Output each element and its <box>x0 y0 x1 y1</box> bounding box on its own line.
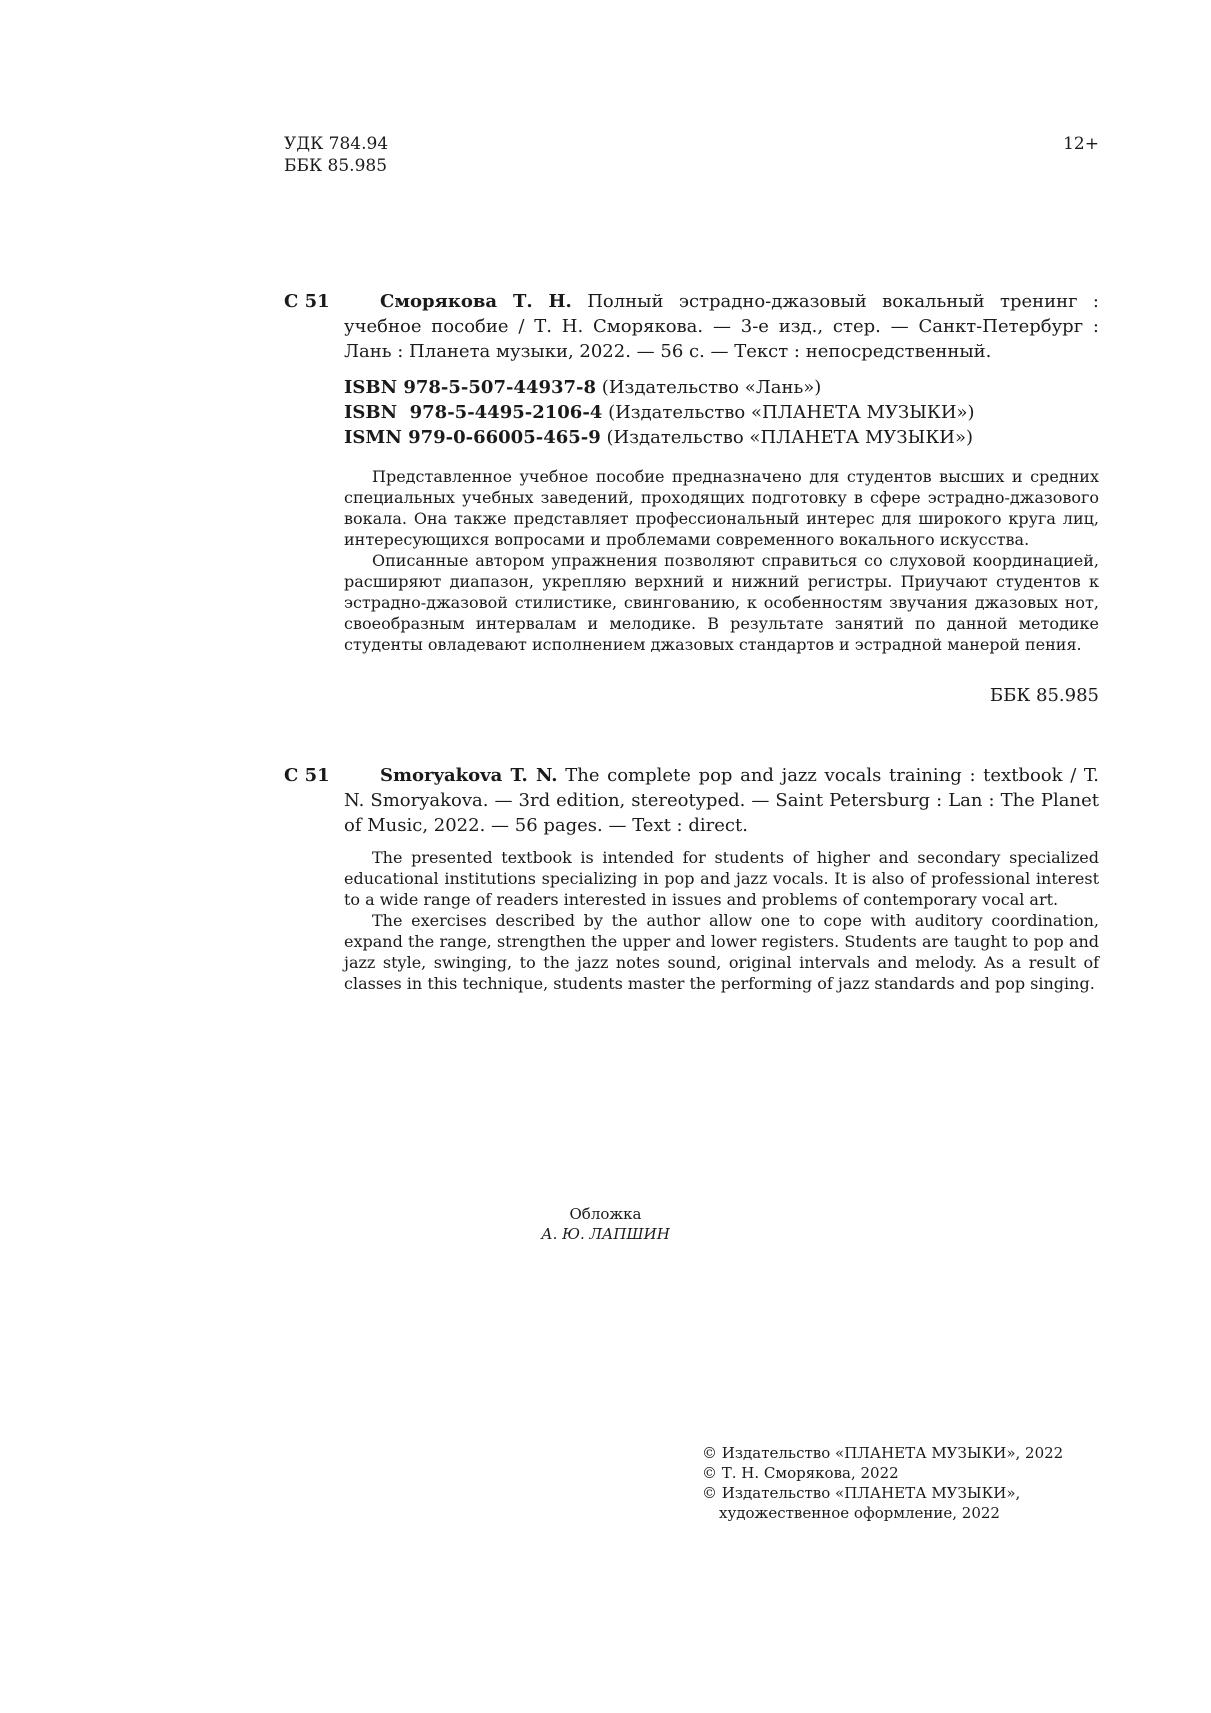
bbk-code: ББК 85.985 <box>284 156 388 176</box>
udk-code: УДК 784.94 <box>284 134 389 154</box>
description-en: The complete pop and jazz vocals training : textbook / T. N. Smoryakova. — 3rd edition, stereotyped. — Saint Petersburg : Lan : The Planet of Music, 2022. — 56 pages. — Text : direct. <box>344 765 1099 836</box>
ismn-number: ISMN 979-0-66005-465-9 <box>344 427 601 448</box>
identifier-row <box>344 375 975 400</box>
isbn-publisher: (Издательство «Лань») <box>601 377 822 398</box>
isbn-number: ISBN 978-5-507-44937-8 <box>344 377 597 398</box>
bibliographic-description-en <box>344 763 1099 838</box>
identifiers <box>344 375 975 450</box>
annotation-ru <box>344 466 1099 655</box>
annotation-paragraph: Представленное учебное пособие предназначено для студентов высших и средних специальных учебных заведений, проходящих подготовку в сфере эстрадно-джазового вокала. Она также представляет профессиональный интерес для широкого круга лиц, интересующихся вопросами и проблемами современного вокального искусства. <box>344 467 1099 549</box>
identifier-row <box>344 400 975 425</box>
identifier-row <box>344 425 975 450</box>
copyright-line: © Издательство «ПЛАНЕТА МУЗЫКИ», художественное оформление, 2022 <box>702 1484 1021 1522</box>
isbn-publisher: (Издательство «ПЛАНЕТА МУЗЫКИ») <box>608 402 975 423</box>
annotation-paragraph: The presented textbook is intended for students of higher and secondary specialized educational institutions specializing in pop and jazz vocals. It is also of professional interest to a wide range of readers interested in issues and problems of contemporary vocal art. <box>344 848 1099 909</box>
bbk-index: ББК 85.985 <box>989 685 1099 706</box>
annotation-en <box>344 847 1099 994</box>
ismn-publisher: (Издательство «ПЛАНЕТА МУЗЫКИ») <box>606 427 974 448</box>
bibliographic-description-ru <box>344 289 1099 364</box>
cover-credit <box>0 1204 1211 1244</box>
annotation-paragraph: Описанные автором упражнения позволяют справиться со слуховой координацией, расширяют диапазон, укрепляю верхний и нижний регистры. Приучают студентов к эстрадно-джазовой стилистике, свингованию, к особенностям звучания джазовых нот, своеобразным интервалам и мелодике. В результате занятий по данной методике студенты овладевают исполнением джазовых стандартов и эстрадной манерой пения. <box>344 551 1099 654</box>
author-name-en: Smoryakova T. N. <box>380 765 558 786</box>
isbn-number: ISBN 978-5-4495-2106-4 <box>344 402 603 423</box>
copyright-line: © Т. Н. Сморякова, 2022 <box>702 1464 899 1482</box>
copyright-line: © Издательство «ПЛАНЕТА МУЗЫКИ», 2022 <box>702 1444 1064 1462</box>
annotation-paragraph: The exercises described by the author allow one to cope with auditory coordination, expand the range, strengthen the upper and lower registers. Students are taught to pop and jazz style, swinging, to the jazz notes sound, original intervals and melody. As a result of classes in this technique, students master the performing of jazz standards and pop singing. <box>344 911 1099 993</box>
copyright-notices <box>702 1443 1102 1523</box>
author-name-ru: Сморякова Т. Н. <box>380 291 572 312</box>
age-rating: 12+ <box>1063 134 1099 154</box>
author-sign-en: С 51 <box>284 765 330 786</box>
cover-label: Обложка <box>569 1205 642 1223</box>
classification-codes <box>284 133 388 177</box>
author-sign-ru: С 51 <box>284 291 330 312</box>
description-ru: Полный эстрадно-джазовый вокальный тренинг : учебное пособие / Т. Н. Сморякова. — 3-е изд., стер. — Санкт-Петербург : Лань : Планета музыки, 2022. — 56 с. — Текст : непосредственный. <box>344 291 1099 362</box>
cover-artist: А. Ю. ЛАПШИН <box>541 1225 670 1243</box>
